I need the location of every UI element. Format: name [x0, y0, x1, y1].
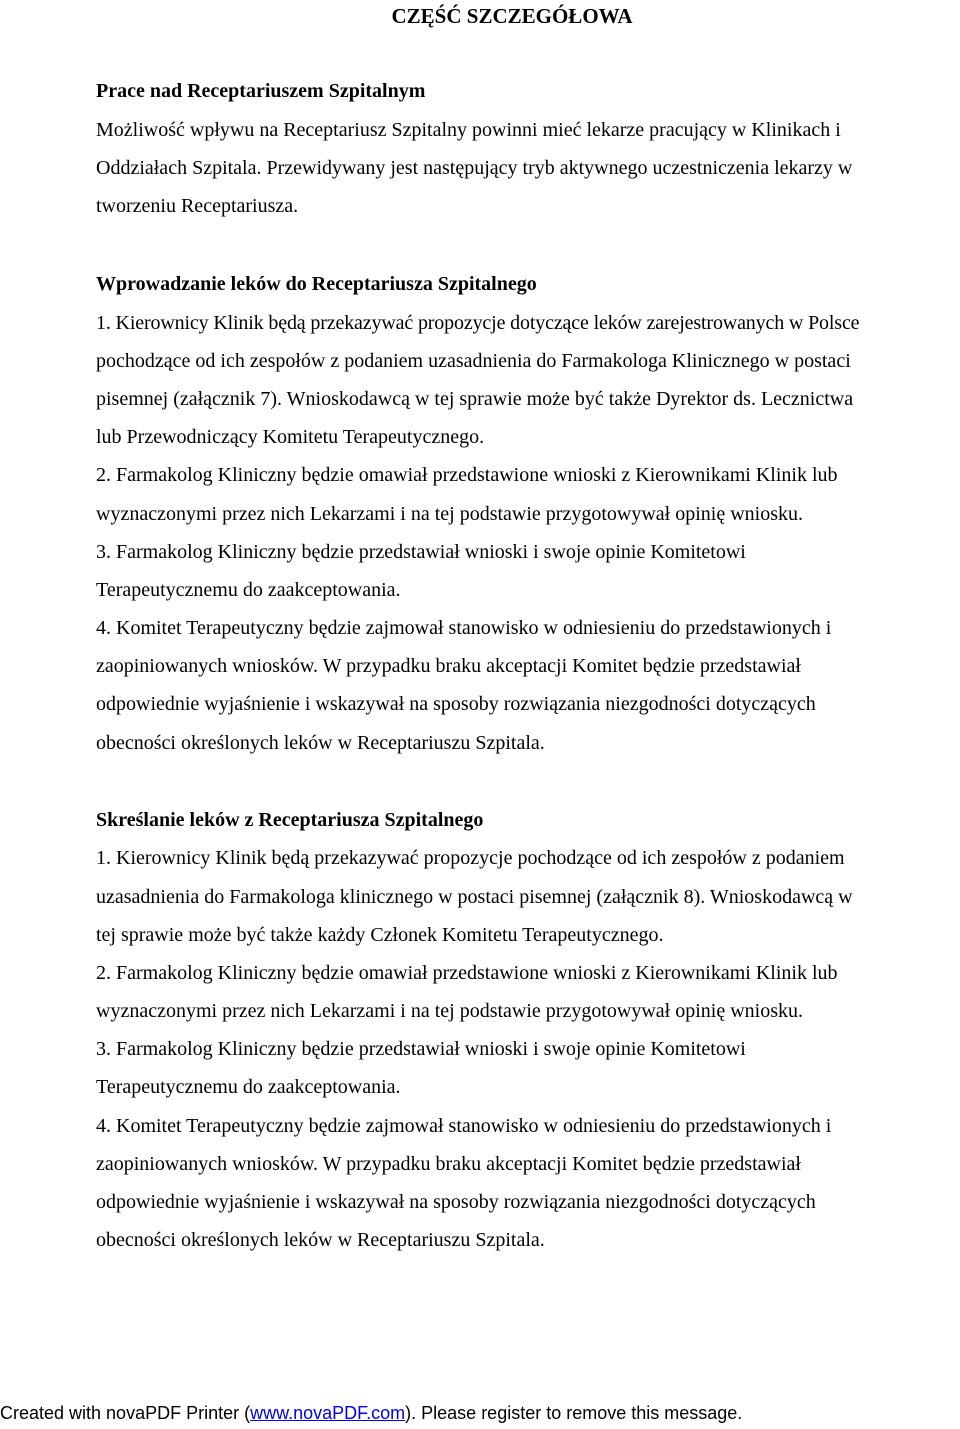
list-item-line: 2. Farmakolog Kliniczny będzie omawiał przedstawione wnioski z Kierownikami Klinik lub [96, 962, 838, 984]
paragraph-line: tworzeniu Receptariusza. [96, 195, 299, 217]
list-item-line: Terapeutycznemu do zaakceptowania. [96, 1076, 401, 1098]
list-item-line: zaopiniowanych wniosków. W przypadku braku akceptacji Komitet będzie przedstawiał [96, 655, 801, 677]
novapdf-footer-notice [0, 1402, 742, 1424]
list-item-line: 1. Kierownicy Klinik będą przekazywać propozycje dotyczące leków zarejestrowanych w Polsce [96, 312, 860, 334]
list-item-line: 3. Farmakolog Kliniczny będzie przedstawiał wnioski i swoje opinie Komitetowi [96, 541, 746, 563]
page-title-text: CZĘŚĆ SZCZEGÓŁOWA [391, 4, 633, 28]
list-item-line: Terapeutycznemu do zaakceptowania. [96, 579, 401, 601]
list-item-line: pochodzące od ich zespołów z podaniem uzasadnienia do Farmakologa Klinicznego w postaci [96, 350, 851, 372]
list-item-line: pisemnej (załącznik 7). Wnioskodawcą w tej sprawie może być także Dyrektor ds. Lecznictwa [96, 388, 854, 410]
list-item-line: wyznaczonymi przez nich Lekarzami i na tej podstawie przygotowywał opinię wniosku. [96, 1000, 803, 1022]
novapdf-link[interactable]: www.novaPDF.com [250, 1403, 406, 1423]
list-item-line: zaopiniowanych wniosków. W przypadku braku akceptacji Komitet będzie przedstawiał [96, 1153, 801, 1175]
paragraph-line: Możliwość wpływu na Receptariusz Szpitalny powinni mieć lekarze pracujący w Klinikach i [96, 119, 841, 141]
section-heading-adding-drugs: Wprowadzanie leków do Receptariusza Szpitalnego [96, 273, 537, 295]
list-item-line: lub Przewodniczący Komitetu Terapeutycznego. [96, 426, 485, 448]
footer-prefix: Created with novaPDF Printer ( [0, 1403, 251, 1423]
list-item-line: obecności określonych leków w Receptariuszu Szpitala. [96, 732, 545, 754]
list-item-line: odpowiednie wyjaśnienie i wskazywał na sposoby rozwiązania niezgodności dotyczących [96, 1191, 816, 1213]
list-item-line: 4. Komitet Terapeutyczny będzie zajmował stanowisko w odniesieniu do przedstawionych i [96, 1115, 832, 1137]
footer-suffix: ). Please register to remove this message. [405, 1403, 743, 1423]
list-item-line: 1. Kierownicy Klinik będą przekazywać propozycje pochodzące od ich zespołów z podaniem [96, 847, 845, 869]
list-item-line: 2. Farmakolog Kliniczny będzie omawiał przedstawione wnioski z Kierownikami Klinik lub [96, 464, 838, 486]
list-item-line: 4. Komitet Terapeutyczny będzie zajmował stanowisko w odniesieniu do przedstawionych i [96, 617, 832, 639]
list-item-line: 3. Farmakolog Kliniczny będzie przedstawiał wnioski i swoje opinie Komitetowi [96, 1038, 746, 1060]
page-title [0, 2, 960, 30]
section-heading-receptariusz-work: Prace nad Receptariuszem Szpitalnym [96, 80, 426, 102]
list-item-line: odpowiednie wyjaśnienie i wskazywał na sposoby rozwiązania niezgodności dotyczących [96, 693, 816, 715]
paragraph-line: Oddziałach Szpitala. Przewidywany jest następujący tryb aktywnego uczestniczenia lekarzy w [96, 157, 853, 179]
list-item-line: obecności określonych leków w Receptariuszu Szpitala. [96, 1229, 545, 1251]
list-item-line: tej sprawie może być także każdy Członek Komitetu Terapeutycznego. [96, 924, 664, 946]
section-heading-removing-drugs: Skreślanie leków z Receptariusza Szpitalnego [96, 809, 484, 831]
list-item-line: wyznaczonymi przez nich Lekarzami i na tej podstawie przygotowywał opinię wniosku. [96, 503, 803, 525]
list-item-line: uzasadnienia do Farmakologa klinicznego w postaci pisemnej (załącznik 8). Wnioskodawcą w [96, 886, 853, 908]
